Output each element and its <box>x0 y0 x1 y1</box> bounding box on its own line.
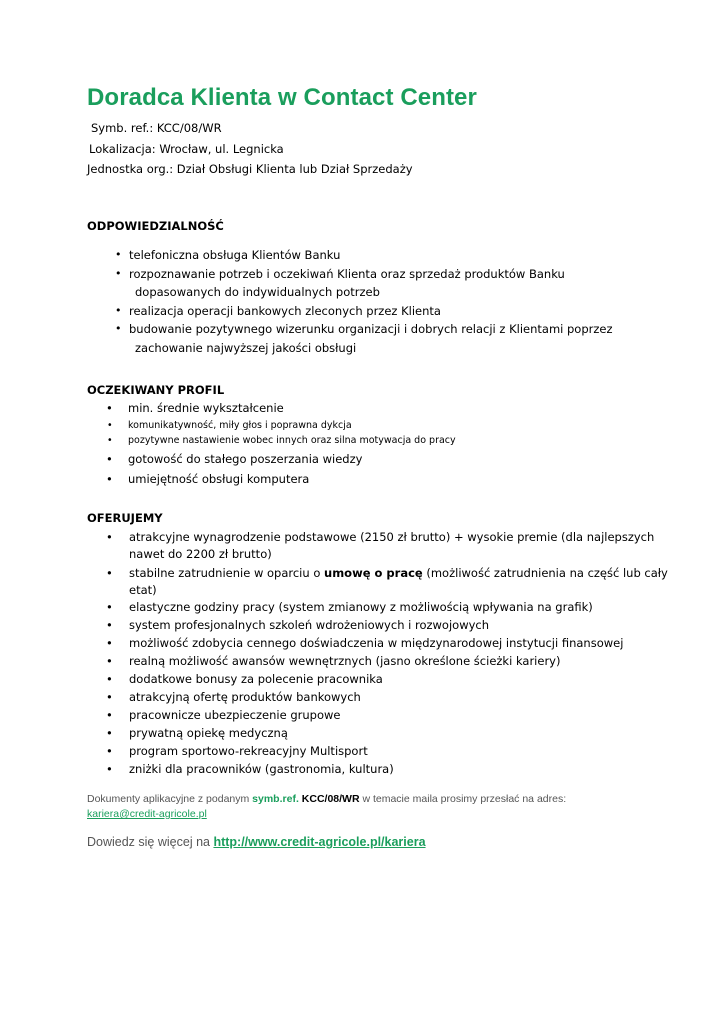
item-text: komunikatywność, miły głos i poprawna dykcja <box>128 420 352 431</box>
list-item <box>115 246 613 265</box>
list-item <box>115 320 613 357</box>
item-text-pre: stabilne zatrudnienie w oparciu o <box>129 566 325 580</box>
item-text-continued: nawet do 2200 zł brutto) <box>129 547 272 561</box>
page-title: Doradca Klienta w Contact Center <box>87 84 477 111</box>
item-text: system profesjonalnych szkoleń wdrożeniowych i rozwojowych <box>129 618 490 632</box>
bullet-icon: • <box>106 472 113 486</box>
more-info-text: Dowiedz się więcej na <box>87 835 214 849</box>
bullet-icon: • <box>115 322 122 335</box>
item-text: możliwość zdobycia cennego doświadczenia w międzynarodowej instytucji finansowej <box>129 636 624 650</box>
item-text-continued: dopasowanych do indywidualnych potrzeb <box>135 285 380 299</box>
bullet-icon: • <box>115 248 122 261</box>
responsibilities-heading: ODPOWIEDZIALNOŚĆ <box>87 219 224 233</box>
item-text-continued: zachowanie najwyższej jakości obsługi <box>135 340 357 355</box>
symb-ref: Symb. ref.: KCC/08/WR <box>91 121 222 135</box>
bullet-icon: • <box>106 726 113 740</box>
bullet-icon: • <box>106 600 113 614</box>
item-text: umiejętność obsługi komputera <box>128 472 310 486</box>
bullet-icon: • <box>106 401 113 415</box>
list-item <box>115 265 613 302</box>
item-text: rozpoznawanie potrzeb i oczekiwań Klienta oraz sprzedaż produktów Banku <box>129 266 565 281</box>
email-link[interactable]: kariera@credit-agricole.pl <box>87 808 207 820</box>
bullet-icon: • <box>115 303 122 317</box>
offer-heading: OFERUJEMY <box>87 511 163 525</box>
location: Lokalizacja: Wrocław, ul. Legnicka <box>89 142 284 156</box>
item-text: min. średnie wykształcenie <box>128 401 284 415</box>
item-text: realną możliwość awansów wewnętrznych (jasno określone ścieżki kariery) <box>129 654 561 668</box>
bullet-icon: • <box>107 435 113 446</box>
bullet-icon: • <box>106 708 113 722</box>
bullet-icon: • <box>106 654 113 668</box>
bullet-icon: • <box>115 266 122 280</box>
item-text: atrakcyjną ofertę produktów bankowych <box>129 690 361 704</box>
item-text: dodatkowe bonusy za polecenie pracownika <box>129 672 383 686</box>
item-text <box>129 564 668 582</box>
item-text: budowanie pozytywnego wizerunku organizacji i dobrych relacji z Klientami poprzez <box>129 322 613 336</box>
apply-symb-label: symb.ref. <box>252 793 299 805</box>
item-text: pracownicze ubezpieczenie grupowe <box>129 708 341 722</box>
career-url-link[interactable]: http://www.credit-agricole.pl/kariera <box>213 835 426 849</box>
item-text: pozytywne nastawienie wobec innych oraz silna motywacja do pracy <box>128 435 456 446</box>
apply-text-post: w temacie maila prosimy przesłać na adres: <box>359 793 567 805</box>
responsibilities-list <box>115 246 613 357</box>
org-unit: Jednostka org.: Dział Obsługi Klienta lub Dział Sprzedaży <box>87 162 413 176</box>
apply-ref-code: KCC/08/WR <box>301 793 360 805</box>
bullet-icon: • <box>106 636 113 650</box>
email-line <box>87 808 207 820</box>
item-text: prywatną opiekę medyczną <box>129 726 288 740</box>
bullet-icon: • <box>106 690 113 704</box>
item-text-post: (możliwość zatrudnienia na część lub cały <box>422 566 668 580</box>
item-text: telefoniczna obsługa Klientów Banku <box>129 248 341 262</box>
profile-heading: OCZEKIWANY PROFIL <box>87 383 225 397</box>
bullet-icon: • <box>106 452 113 466</box>
bullet-icon: • <box>106 762 113 776</box>
bullet-icon: • <box>106 672 113 686</box>
bullet-icon: • <box>106 744 113 758</box>
list-item <box>115 302 613 321</box>
more-info-line <box>87 835 426 849</box>
apply-text-pre: Dokumenty aplikacyjne z podanym <box>87 793 253 805</box>
item-text: atrakcyjne wynagrodzenie podstawowe (2150 zł brutto) + wysokie premie (dla najlepszych <box>129 530 655 544</box>
bullet-icon: • <box>107 420 113 431</box>
bullet-icon: • <box>106 618 113 632</box>
item-text-continued: etat) <box>129 583 157 597</box>
item-text: program sportowo-rekreacyjny Multisport <box>129 744 368 758</box>
item-text: realizacja operacji bankowych zleconych przez Klienta <box>129 303 441 318</box>
contract-emphasis: umowę o pracę <box>324 566 423 580</box>
bullet-icon: • <box>106 530 113 544</box>
item-text: elastyczne godziny pracy (system zmianowy z możliwością wpływania na grafik) <box>129 600 593 614</box>
apply-instructions <box>87 793 566 805</box>
bullet-icon: • <box>106 566 113 580</box>
item-text: zniżki dla pracowników (gastronomia, kultura) <box>129 762 394 776</box>
item-text: gotowość do stałego poszerzania wiedzy <box>128 452 363 466</box>
